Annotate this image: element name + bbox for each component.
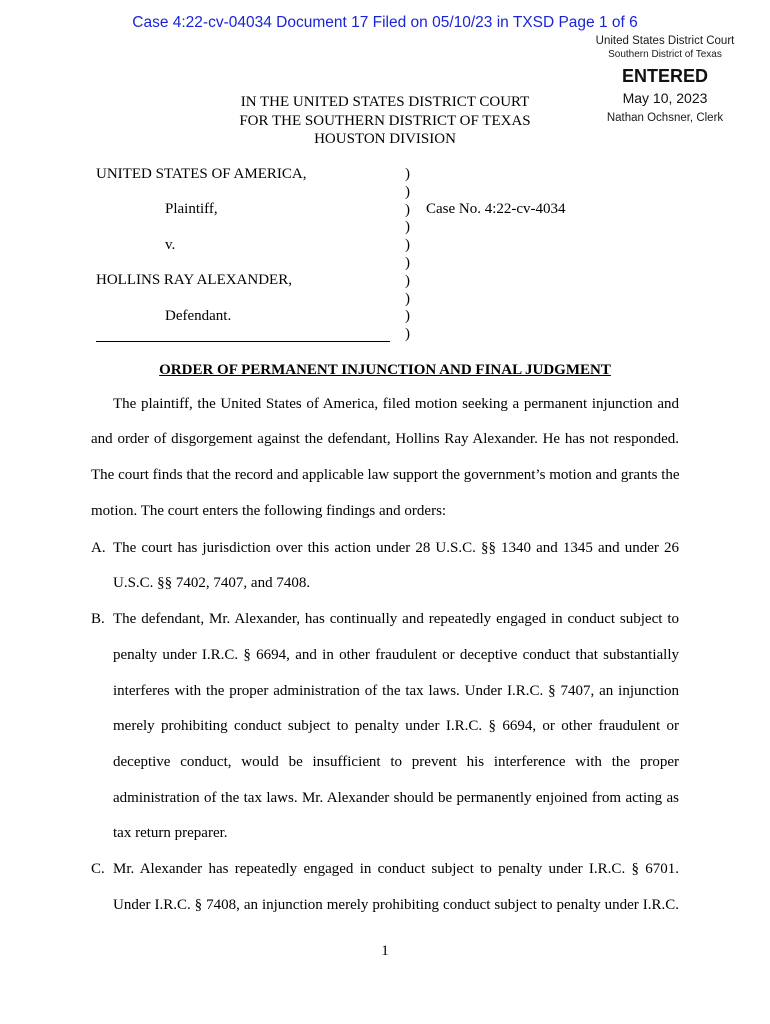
caption-paren: ) — [405, 237, 410, 254]
intro-line-1 — [113, 396, 679, 413]
finding-b-line-6-text: administration of the tax laws. Mr. Alexander should be permanently enjoined from acting as — [113, 790, 679, 806]
court-heading — [200, 93, 570, 149]
finding-a-line-1 — [113, 540, 679, 557]
finding-b-line-5-text: deceptive conduct, would be insufficient to prevent his interference with the proper — [113, 754, 679, 770]
court-heading-line-3: HOUSTON DIVISION — [314, 131, 456, 147]
finding-c-line-2-text: Under I.R.C. § 7408, an injunction merely prohibiting conduct subject to penalty under I.R.C. — [113, 897, 679, 913]
finding-c-marker: C. — [91, 861, 105, 877]
caption-versus: v. — [165, 237, 176, 253]
intro-line-3 — [91, 467, 679, 484]
intro-line-2 — [91, 431, 679, 448]
caption-paren: ) — [405, 201, 410, 218]
intro-line-4: motion. The court enters the following findings and orders: — [91, 503, 447, 519]
page-number: 1 — [381, 943, 389, 959]
finding-a-line-2: U.S.C. §§ 7402, 7407, and 7408. — [113, 575, 311, 591]
finding-c-line-2 — [113, 897, 679, 914]
finding-b-line-1 — [113, 611, 679, 628]
caption-defendant-name: HOLLINS RAY ALEXANDER, — [96, 272, 292, 288]
finding-b-line-6 — [113, 790, 679, 807]
finding-b-line-3-text: interferes with the proper administration of the tax laws. Under I.R.C. § 7407, an injunction — [113, 683, 679, 699]
caption-paren: ) — [405, 183, 410, 200]
caption-paren: ) — [405, 254, 410, 271]
intro-line-1-text: The plaintiff, the United States of America, filed motion seeking a permanent injunction and — [113, 396, 679, 412]
stamp-district-name: Southern District of Texas — [608, 49, 722, 60]
intro-line-2-text: and order of disgorgement against the defendant, Hollins Ray Alexander. He has not responded. — [91, 431, 679, 447]
caption-paren: ) — [405, 290, 410, 307]
finding-b-marker: B. — [91, 611, 105, 627]
finding-b-line-3 — [113, 683, 679, 700]
finding-c-line-1-text: Mr. Alexander has repeatedly engaged in conduct subject to penalty under I.R.C. § 6701. — [113, 861, 679, 877]
court-heading-line-1: IN THE UNITED STATES DISTRICT COURT — [240, 94, 530, 110]
stamp-date: May 10, 2023 — [622, 90, 708, 106]
court-heading-line-2: FOR THE SOUTHERN DISTRICT OF TEXAS — [239, 112, 531, 129]
finding-b-line-7: tax return preparer. — [113, 825, 228, 841]
finding-b-line-2 — [113, 647, 679, 664]
finding-c-line-1 — [113, 861, 679, 878]
caption-paren: ) — [405, 326, 410, 343]
caption-case-number: Case No. 4:22-cv-4034 — [426, 201, 566, 217]
caption-paren: ) — [405, 272, 410, 289]
stamp-entered-label: ENTERED — [621, 66, 708, 86]
finding-b-line-4 — [113, 718, 679, 735]
caption-defendant-role: Defendant. — [165, 308, 232, 324]
entered-stamp — [580, 34, 750, 125]
caption-paren: ) — [405, 219, 410, 236]
finding-b-line-4-text: merely prohibiting conduct subject to penalty under I.R.C. § 6694, or other fraudulent or — [113, 718, 679, 734]
caption-plaintiff-role: Plaintiff, — [165, 201, 218, 217]
finding-b-line-2-text: penalty under I.R.C. § 6694, and in other fraudulent or deceptive conduct that substantially — [113, 647, 679, 663]
caption-underline — [96, 341, 390, 342]
intro-line-3-text: The court finds that the record and applicable law support the government’s motion and grants the — [91, 467, 680, 483]
caption-plaintiff-name: UNITED STATES OF AMERICA, — [96, 166, 307, 182]
finding-b-line-5 — [113, 754, 679, 771]
caption-paren: ) — [405, 308, 410, 325]
finding-b-line-1-text: The defendant, Mr. Alexander, has continually and repeatedly engaged in conduct subject to — [113, 611, 679, 627]
finding-a-marker: A. — [91, 540, 106, 556]
order-title: ORDER OF PERMANENT INJUNCTION AND FINAL JUDGMENT — [159, 362, 611, 378]
caption-paren: ) — [405, 166, 410, 182]
finding-a-line-1-text: The court has jurisdiction over this action under 28 U.S.C. §§ 1340 and 1345 and under 26 — [113, 540, 679, 556]
filing-header-stamp: Case 4:22-cv-04034 Document 17 Filed on 05/10/23 in TXSD Page 1 of 6 — [132, 14, 638, 31]
caption-parenthesis-column — [405, 166, 415, 344]
stamp-court-name: United States District Court — [595, 35, 735, 47]
stamp-clerk: Nathan Ochsner, Clerk — [606, 112, 724, 124]
